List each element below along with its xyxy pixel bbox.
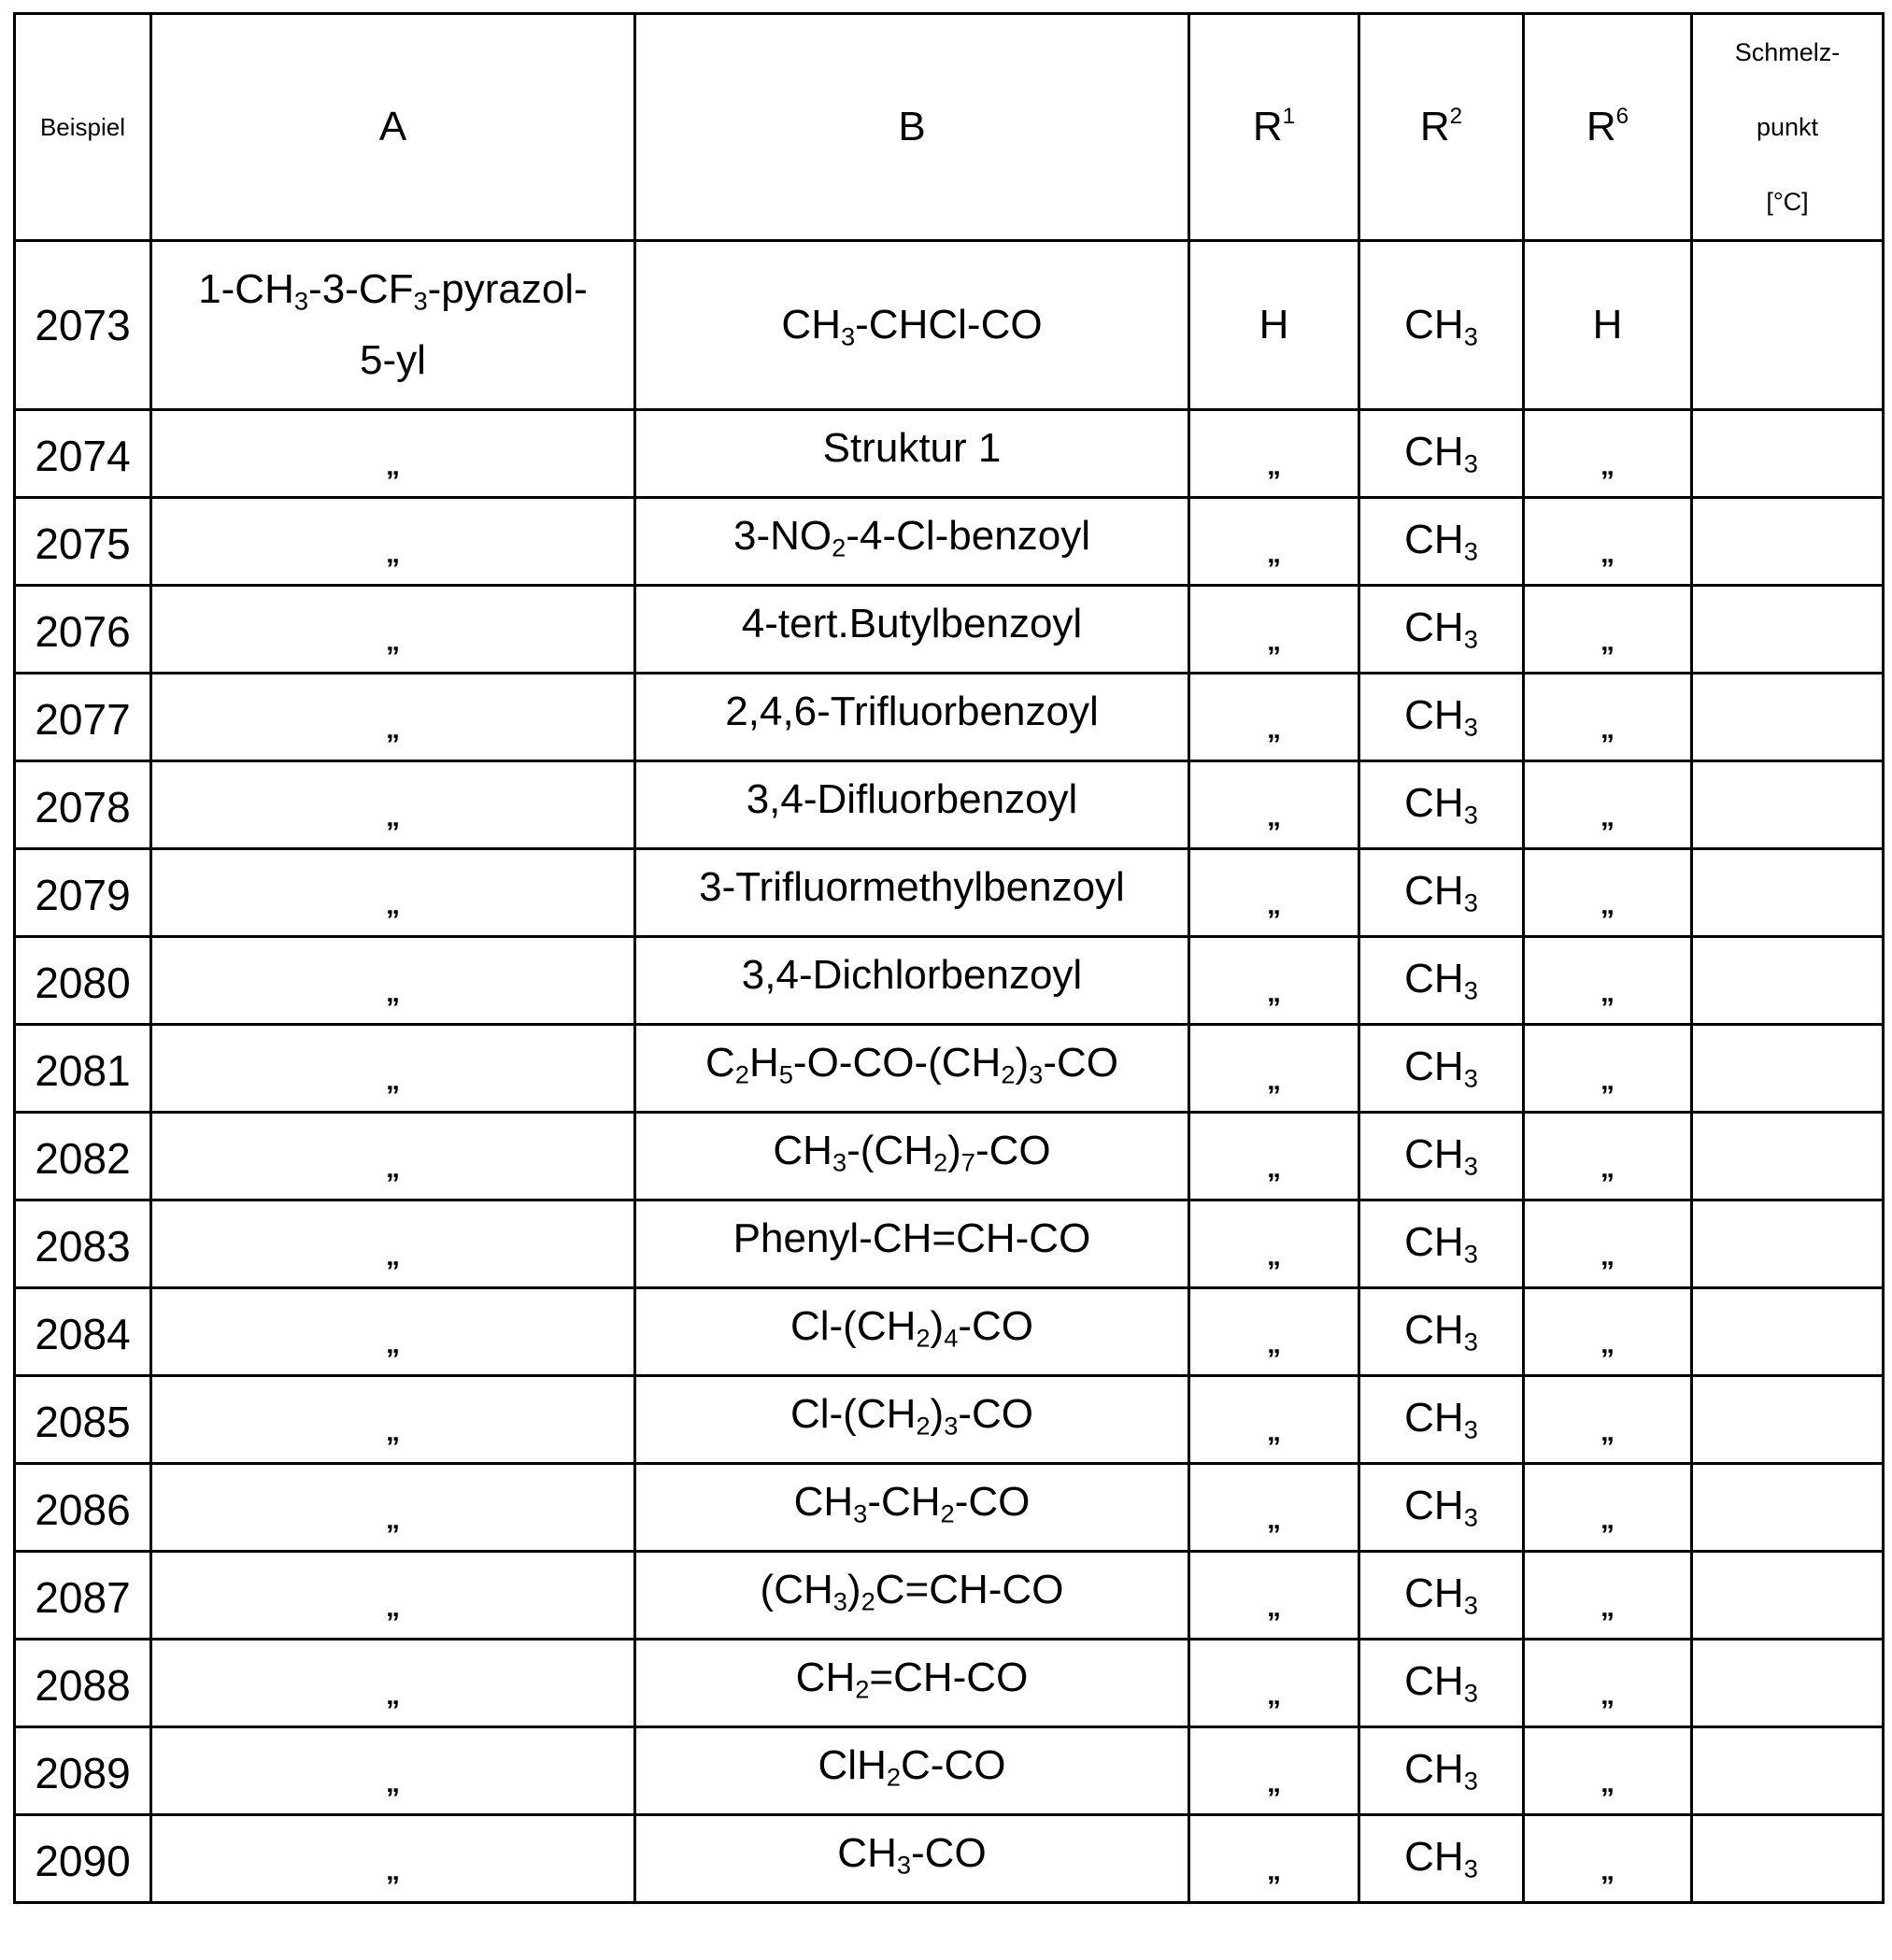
cell-mp	[1692, 1727, 1884, 1815]
cell-r6	[1524, 849, 1692, 937]
cell-mp	[1692, 1815, 1884, 1903]
cell-text: „	[386, 1503, 400, 1535]
cell-text: „	[1267, 1591, 1281, 1623]
cell-a	[151, 241, 635, 410]
cell-text: $Cl-(CH_2)_3-CO$	[790, 1390, 1034, 1441]
header-row	[15, 14, 1884, 241]
table-row	[15, 761, 1884, 849]
cell-text: „	[1267, 1064, 1281, 1096]
cell-beispiel	[15, 1727, 151, 1815]
cell-mp	[1692, 1464, 1884, 1552]
cell-r1	[1189, 1552, 1359, 1640]
cell-text: 2086	[35, 1484, 131, 1534]
cell-r2	[1359, 1640, 1524, 1727]
cell-text: $CH_3-CHCl-CO$	[781, 302, 1043, 351]
cell-text: „	[386, 1415, 400, 1447]
cell-text: $CH_3$	[1404, 691, 1478, 742]
cell-text: 2080	[35, 958, 131, 1007]
cell-text: „	[1600, 1767, 1615, 1798]
cell-text: $CH_3$	[1404, 1833, 1478, 1883]
cell-beispiel	[15, 1288, 151, 1376]
header-r1-base: R	[1252, 104, 1283, 149]
cell-r6	[1524, 586, 1692, 674]
cell-text: 2079	[35, 870, 131, 919]
cell-text: „	[386, 713, 400, 745]
cell-b	[635, 1025, 1189, 1113]
table-row	[15, 937, 1884, 1025]
cell-text: „	[1600, 625, 1615, 657]
cell-r2	[1359, 1200, 1524, 1288]
cell-r2	[1359, 241, 1524, 410]
cell-a	[151, 1464, 635, 1552]
cell-text: „	[386, 1064, 400, 1096]
cell-text: $CH_3$	[1404, 1569, 1478, 1620]
cell-mp	[1692, 1552, 1884, 1640]
cell-text: $CH_2=CH-CO$	[795, 1654, 1029, 1704]
cell-r1	[1189, 498, 1359, 586]
cell-beispiel	[15, 1464, 151, 1552]
cell-b	[635, 1552, 1189, 1640]
cell-beispiel	[15, 586, 151, 674]
cell-r6	[1524, 241, 1692, 410]
cell-beispiel	[15, 849, 151, 937]
cell-b	[635, 1727, 1189, 1815]
cell-text: 4-tert.Butylbenzoyl	[741, 600, 1083, 646]
table-row	[15, 1727, 1884, 1815]
cell-b	[635, 1464, 1189, 1552]
cell-a	[151, 1640, 635, 1727]
cell-text: „	[1267, 801, 1281, 832]
cell-text: „	[1267, 1503, 1281, 1535]
cell-a	[151, 1025, 635, 1113]
cell-text: „	[386, 537, 400, 569]
cell-r6	[1524, 498, 1692, 586]
cell-text: $CH_3$	[1404, 1394, 1478, 1444]
cell-mp	[1692, 586, 1884, 674]
cell-text: $CH_3$	[1404, 1130, 1478, 1181]
cell-a	[151, 937, 635, 1025]
cell-text: „	[386, 1328, 400, 1359]
cell-mp	[1692, 1113, 1884, 1200]
cell-text: „	[1267, 1679, 1281, 1711]
table-body	[15, 241, 1884, 1903]
cell-text: „	[1267, 888, 1281, 920]
cell-text: „	[386, 888, 400, 920]
cell-text: $CH_3$	[1404, 955, 1478, 1005]
cell-r2	[1359, 849, 1524, 937]
cell-mp	[1692, 241, 1884, 410]
cell-text: „	[1267, 1767, 1281, 1798]
cell-r2	[1359, 937, 1524, 1025]
cell-r6	[1524, 761, 1692, 849]
cell-text: 3,4-Dichlorbenzoyl	[741, 951, 1083, 998]
cell-text: 2084	[35, 1309, 131, 1358]
cell-b	[635, 1376, 1189, 1464]
cell-a	[151, 849, 635, 937]
cell-beispiel	[15, 498, 151, 586]
cell-mp	[1692, 761, 1884, 849]
cell-a	[151, 1815, 635, 1903]
cell-r1	[1189, 674, 1359, 761]
cell-r2	[1359, 1727, 1524, 1815]
cell-b	[635, 410, 1189, 498]
cell-text: $CH_3$	[1404, 516, 1478, 566]
cell-mp	[1692, 1376, 1884, 1464]
cell-a	[151, 498, 635, 586]
cell-text: „	[1600, 1591, 1615, 1623]
cell-r1	[1189, 849, 1359, 937]
cell-r6	[1524, 1815, 1692, 1903]
cell-beispiel	[15, 761, 151, 849]
cell-mp	[1692, 849, 1884, 937]
table-row	[15, 1200, 1884, 1288]
cell-text: $CH_3$	[1404, 867, 1478, 917]
cell-text: „	[386, 449, 400, 481]
table-row	[15, 498, 1884, 586]
cell-text: 2075	[35, 518, 131, 568]
cell-r2	[1359, 1025, 1524, 1113]
cell-text: „	[386, 1240, 400, 1271]
cell-r2	[1359, 586, 1524, 674]
compound-table	[13, 12, 1885, 1904]
cell-mp	[1692, 1640, 1884, 1727]
cell-beispiel	[15, 1640, 151, 1727]
cell-text: „	[1600, 1415, 1615, 1447]
cell-r6	[1524, 937, 1692, 1025]
cell-text: H	[1259, 302, 1289, 348]
cell-b	[635, 1113, 1189, 1200]
table-row	[15, 1815, 1884, 1903]
cell-r1	[1189, 1464, 1359, 1552]
cell-text: $C_2H_5-O-CO-(CH_2)_3-CO$	[705, 1039, 1118, 1089]
cell-beispiel	[15, 1815, 151, 1903]
header-mp-line1: Schmelz-	[1734, 38, 1841, 66]
cell-r2	[1359, 1815, 1524, 1903]
cell-text: $CH_3$	[1404, 1043, 1478, 1093]
header-r1	[1189, 14, 1359, 241]
cell-beispiel	[15, 1113, 151, 1200]
cell-r6	[1524, 1376, 1692, 1464]
cell-r1	[1189, 937, 1359, 1025]
cell-text: „	[1600, 1854, 1615, 1886]
cell-text: „	[1267, 1415, 1281, 1447]
cell-text: $CH_3$	[1404, 604, 1478, 654]
cell-mp	[1692, 410, 1884, 498]
cell-r6	[1524, 1113, 1692, 1200]
cell-text: „	[1600, 537, 1615, 569]
cell-text: „	[1267, 713, 1281, 745]
cell-text: Phenyl-CH=CH-CO	[733, 1214, 1091, 1261]
cell-r6	[1524, 674, 1692, 761]
cell-text: 3-Trifluormethylbenzoyl	[699, 863, 1125, 910]
cell-beispiel	[15, 1200, 151, 1288]
cell-r1	[1189, 241, 1359, 410]
cell-r1	[1189, 1025, 1359, 1113]
cell-text: $1-CH_3-3-CF_3-pyrazol-$ 5-yl	[198, 266, 588, 383]
cell-r2	[1359, 1288, 1524, 1376]
cell-r1	[1189, 410, 1359, 498]
cell-r1	[1189, 586, 1359, 674]
cell-r6	[1524, 1200, 1692, 1288]
table-row	[15, 674, 1884, 761]
cell-r1	[1189, 1288, 1359, 1376]
cell-text: „	[1600, 1679, 1615, 1711]
cell-a	[151, 1113, 635, 1200]
cell-b	[635, 849, 1189, 937]
cell-text: „	[386, 976, 400, 1008]
cell-text: $CH_3$	[1404, 1218, 1478, 1269]
cell-mp	[1692, 937, 1884, 1025]
cell-mp	[1692, 674, 1884, 761]
table-row	[15, 1025, 1884, 1113]
table-row	[15, 1464, 1884, 1552]
cell-a	[151, 1376, 635, 1464]
header-r2-base: R	[1419, 104, 1450, 149]
cell-text: „	[1600, 1064, 1615, 1096]
header-b: B	[635, 14, 1189, 241]
cell-r2	[1359, 674, 1524, 761]
cell-beispiel	[15, 674, 151, 761]
cell-beispiel	[15, 937, 151, 1025]
cell-r6	[1524, 1640, 1692, 1727]
header-r2-sup: 2	[1449, 103, 1463, 129]
cell-text: „	[1600, 801, 1615, 832]
cell-r6	[1524, 1025, 1692, 1113]
cell-a	[151, 586, 635, 674]
cell-text: $CH_3$	[1404, 779, 1478, 830]
cell-text: 2082	[35, 1133, 131, 1183]
cell-mp	[1692, 498, 1884, 586]
cell-a	[151, 1727, 635, 1815]
cell-text: 2073	[35, 301, 131, 349]
cell-r6	[1524, 1727, 1692, 1815]
cell-text: 2078	[35, 782, 131, 831]
cell-b	[635, 498, 1189, 586]
cell-text: $Cl-(CH_2)_4-CO$	[790, 1302, 1034, 1353]
cell-text: „	[386, 625, 400, 657]
cell-mp	[1692, 1288, 1884, 1376]
cell-text: „	[1600, 713, 1615, 745]
table-row	[15, 241, 1884, 410]
cell-r2	[1359, 1464, 1524, 1552]
cell-text: 3,4-Difluorbenzoyl	[746, 775, 1078, 822]
header-r1-sup: 1	[1282, 103, 1296, 129]
cell-a	[151, 761, 635, 849]
cell-mp	[1692, 1200, 1884, 1288]
cell-text: „	[1600, 1240, 1615, 1271]
header-a: A	[151, 14, 635, 241]
cell-text: „	[386, 1854, 400, 1886]
cell-text: $CH_3$	[1404, 1657, 1478, 1708]
cell-r1	[1189, 761, 1359, 849]
cell-a	[151, 410, 635, 498]
cell-text: $CH_3-CH_2-CO$	[793, 1478, 1031, 1528]
cell-text: 2089	[35, 1748, 131, 1797]
header-r6-sup: 6	[1615, 103, 1629, 129]
cell-beispiel	[15, 1552, 151, 1640]
cell-text: „	[1600, 888, 1615, 920]
cell-text: 2087	[35, 1572, 131, 1622]
cell-text: „	[1600, 1152, 1615, 1184]
cell-beispiel	[15, 241, 151, 410]
cell-r1	[1189, 1727, 1359, 1815]
cell-r6	[1524, 1552, 1692, 1640]
cell-text: „	[1267, 1152, 1281, 1184]
cell-text: „	[1267, 537, 1281, 569]
header-melting-point	[1692, 14, 1884, 241]
cell-text: „	[1267, 449, 1281, 481]
cell-text: H	[1592, 302, 1623, 348]
cell-text: „	[386, 1679, 400, 1711]
cell-text: 2,4,6-Trifluorbenzoyl	[725, 688, 1099, 734]
cell-text: $CH_3-(CH_2)_7-CO$	[773, 1127, 1051, 1177]
cell-text: $CH_3$	[1404, 1482, 1478, 1532]
cell-r2	[1359, 761, 1524, 849]
cell-r1	[1189, 1200, 1359, 1288]
cell-text: 2077	[35, 694, 131, 744]
table-row	[15, 849, 1884, 937]
cell-text: 2085	[35, 1397, 131, 1446]
cell-r1	[1189, 1640, 1359, 1727]
cell-r2	[1359, 1113, 1524, 1200]
cell-text: „	[1600, 976, 1615, 1008]
cell-text: „	[1267, 976, 1281, 1008]
table-row	[15, 1552, 1884, 1640]
cell-a	[151, 1552, 635, 1640]
cell-text: „	[1600, 1328, 1615, 1359]
cell-text: „	[386, 1767, 400, 1798]
cell-r6	[1524, 410, 1692, 498]
cell-r6	[1524, 1288, 1692, 1376]
cell-text: 2076	[35, 606, 131, 656]
cell-text: ClH$_2$C-CO	[818, 1741, 1006, 1792]
header-r6	[1524, 14, 1692, 241]
cell-text: „	[1267, 1854, 1281, 1886]
cell-b	[635, 937, 1189, 1025]
table-row	[15, 410, 1884, 498]
cell-b	[635, 586, 1189, 674]
cell-r1	[1189, 1113, 1359, 1200]
cell-text: 2074	[35, 431, 131, 480]
cell-r2	[1359, 1376, 1524, 1464]
cell-text: $(CH_3)_2C=CH-CO$	[760, 1566, 1064, 1616]
cell-text: „	[1600, 449, 1615, 481]
cell-text: 2081	[35, 1045, 131, 1095]
cell-b	[635, 1288, 1189, 1376]
cell-r2	[1359, 498, 1524, 586]
cell-mp	[1692, 1025, 1884, 1113]
cell-text: „	[1267, 625, 1281, 657]
header-r6-base: R	[1586, 104, 1616, 149]
cell-text: $CH_3-CO$	[837, 1829, 987, 1880]
cell-b	[635, 241, 1189, 410]
cell-r1	[1189, 1376, 1359, 1464]
cell-text: Struktur 1	[822, 424, 1002, 471]
cell-text: „	[386, 1591, 400, 1623]
cell-text: 2083	[35, 1221, 131, 1271]
header-r2	[1359, 14, 1524, 241]
cell-beispiel	[15, 1376, 151, 1464]
cell-b	[635, 1200, 1189, 1288]
cell-text: „	[1267, 1240, 1281, 1271]
header-beispiel: Beispiel	[15, 14, 151, 241]
cell-text: $CH_3$	[1404, 1306, 1478, 1356]
cell-text: $CH_3$	[1404, 428, 1478, 478]
table-row	[15, 1640, 1884, 1727]
cell-text: $3-NO_2-4-Cl$-benzoyl	[733, 512, 1090, 562]
cell-text: 2088	[35, 1660, 131, 1710]
cell-text: $CH_3$	[1404, 302, 1478, 351]
header-mp-line2: punkt	[1756, 113, 1819, 141]
cell-text: 2090	[35, 1836, 131, 1885]
cell-beispiel	[15, 410, 151, 498]
table-row	[15, 586, 1884, 674]
cell-r6	[1524, 1464, 1692, 1552]
cell-text: $CH_3$	[1404, 1745, 1478, 1796]
header-mp-line3: [°C]	[1766, 188, 1809, 216]
cell-a	[151, 674, 635, 761]
cell-text: „	[1600, 1503, 1615, 1535]
cell-a	[151, 1200, 635, 1288]
table-row	[15, 1113, 1884, 1200]
table-row	[15, 1288, 1884, 1376]
cell-b	[635, 1815, 1189, 1903]
cell-b	[635, 674, 1189, 761]
cell-r2	[1359, 1552, 1524, 1640]
cell-r1	[1189, 1815, 1359, 1903]
cell-text: „	[386, 1152, 400, 1184]
cell-r2	[1359, 410, 1524, 498]
cell-text: „	[1267, 1328, 1281, 1359]
cell-b	[635, 1640, 1189, 1727]
table-row	[15, 1376, 1884, 1464]
cell-beispiel	[15, 1025, 151, 1113]
cell-text: „	[386, 801, 400, 832]
cell-a	[151, 1288, 635, 1376]
cell-b	[635, 761, 1189, 849]
